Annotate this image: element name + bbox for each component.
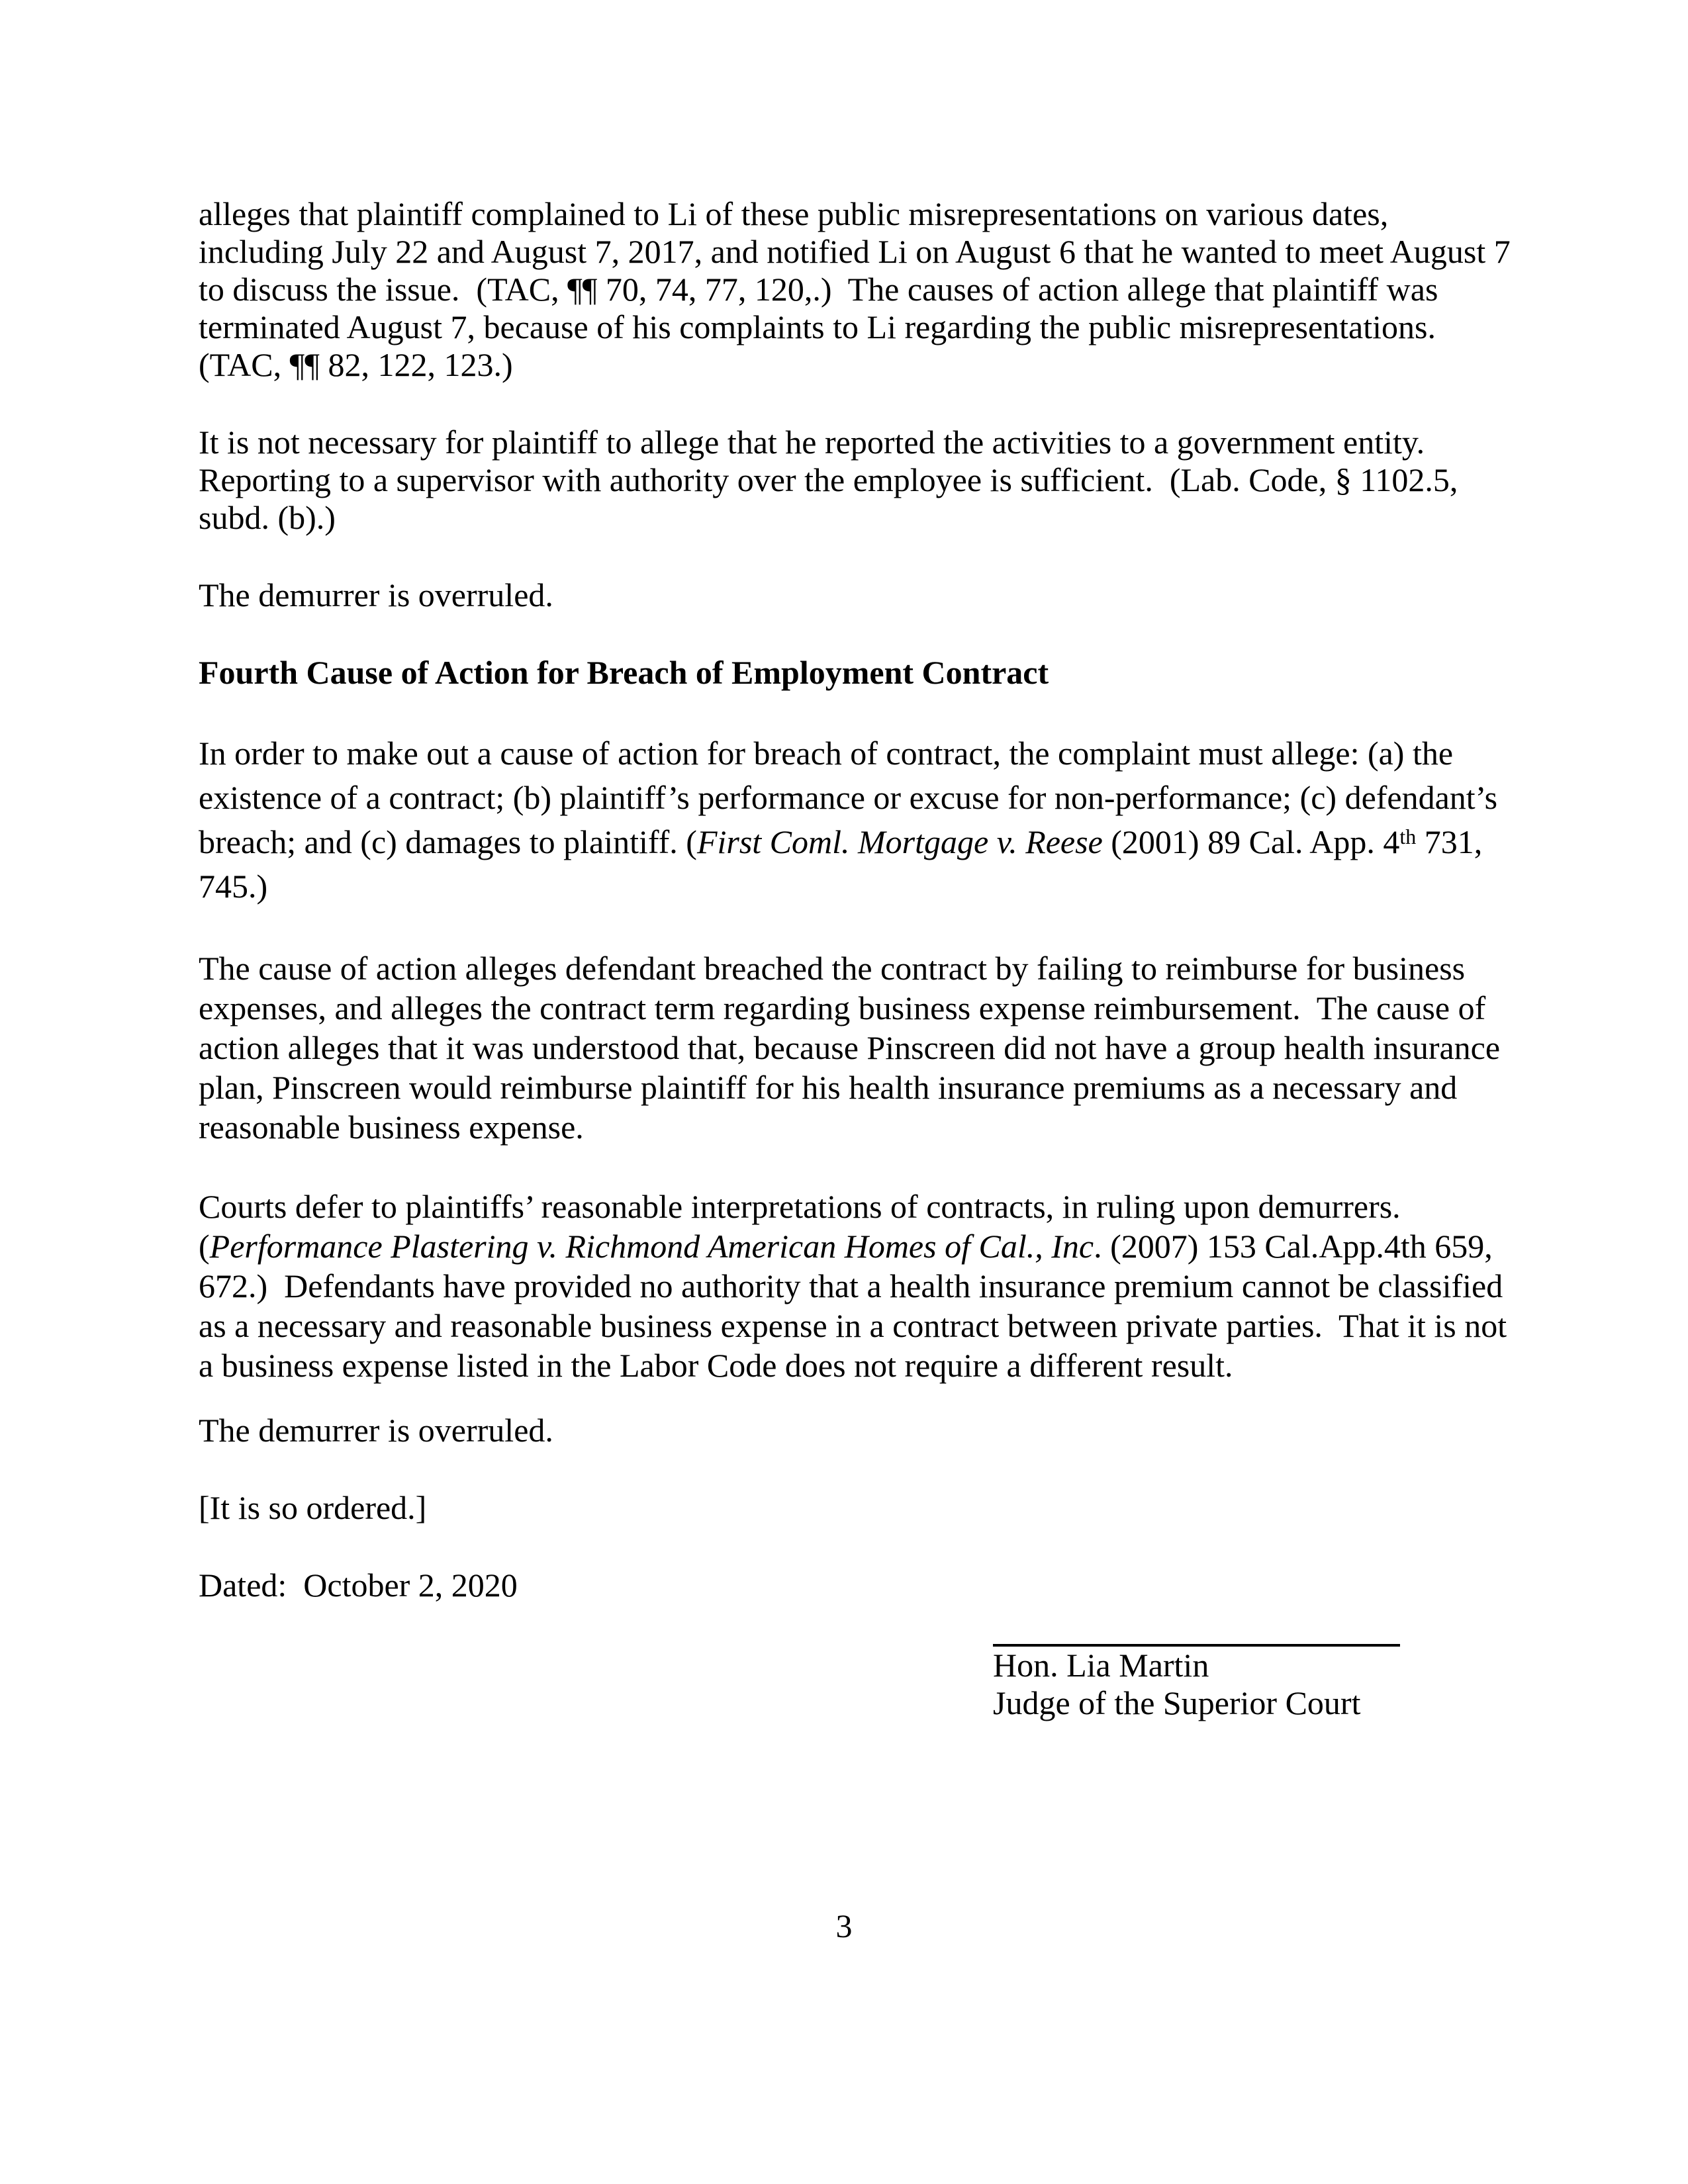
text-run: In order to make out a cause of action for breach of contract, the complaint must allege: (a) the existence of a contract; (b) plaintiff’s performance or excuse for non-performance; (c) defendant’s breach; and (c) damages to plaintiff. ( bbox=[199, 735, 1506, 860]
paragraph-6 bbox=[199, 1187, 1516, 1385]
text-run: Courts defer to plaintiffs’ reasonable interpretations of contracts, in ruling upon demurrers. ( bbox=[199, 1188, 1417, 1265]
paragraph-4 bbox=[199, 731, 1516, 909]
page-number: 3 bbox=[835, 1907, 853, 1944]
document-body bbox=[199, 195, 1519, 1722]
text-run: . (2007) 153 Cal.App.4th 659, 672.) Defendants have provided no authority that a health insurance premium cannot be classified as a necessary and reasonable business expense in a contract between private parties. That it is not a business expense listed in the Labor Code does not require a different result. bbox=[199, 1228, 1515, 1384]
text-run: (2001) 89 Cal. App. 4 bbox=[1102, 823, 1400, 860]
case-citation: Performance Plastering v. Richmond American Homes of Cal., Inc bbox=[209, 1228, 1094, 1265]
paragraph-1: alleges that plaintiff complained to Li of these public misrepresentations on various dates, including July 22 and August 7, 2017, and notified Li on August 6 that he wanted to meet August 7 to discuss the issue. (TAC, ¶¶ 70, 74, 77, 120,.) The causes of action allege that plaintiff was terminated August 7, because of his complaints to Li regarding the public misrepresentations. (TAC, ¶¶ 82, 122, 123.) bbox=[199, 195, 1519, 383]
paragraph-5: The cause of action alleges defendant breached the contract by failing to reimburse for business expenses, and alleges the contract term regarding business expense reimbursement. The cause of action alleges that it was understood that, because Pinscreen did not have a group health insurance plan, Pinscreen would reimburse plaintiff for his health insurance premiums as a necessary and reasonable business expense. bbox=[199, 950, 1509, 1146]
signature-title: Judge of the Superior Court bbox=[993, 1684, 1361, 1721]
paragraph-8: [It is so ordered.] bbox=[199, 1489, 427, 1526]
paragraph-2: It is not necessary for plaintiff to allege that he reported the activities to a government entity. Reporting to a supervisor with authority over the employee is sufficient. (Lab. Code, § 1102.5, subd. (b).) bbox=[199, 424, 1466, 536]
paragraph-3: The demurrer is overruled. bbox=[199, 576, 553, 614]
paragraph-7: The demurrer is overruled. bbox=[199, 1412, 553, 1449]
signature-block bbox=[993, 1644, 1400, 1722]
case-citation: First Coml. Mortgage v. Reese bbox=[696, 823, 1103, 860]
section-heading: Fourth Cause of Action for Breach of Employment Contract bbox=[199, 654, 1049, 691]
text-run: 731, 745.) bbox=[199, 823, 1491, 905]
paragraph-9: Dated: October 2, 2020 bbox=[199, 1567, 518, 1604]
signature-name: Hon. Lia Martin bbox=[993, 1647, 1209, 1684]
superscript-ordinal: th bbox=[1399, 824, 1417, 848]
